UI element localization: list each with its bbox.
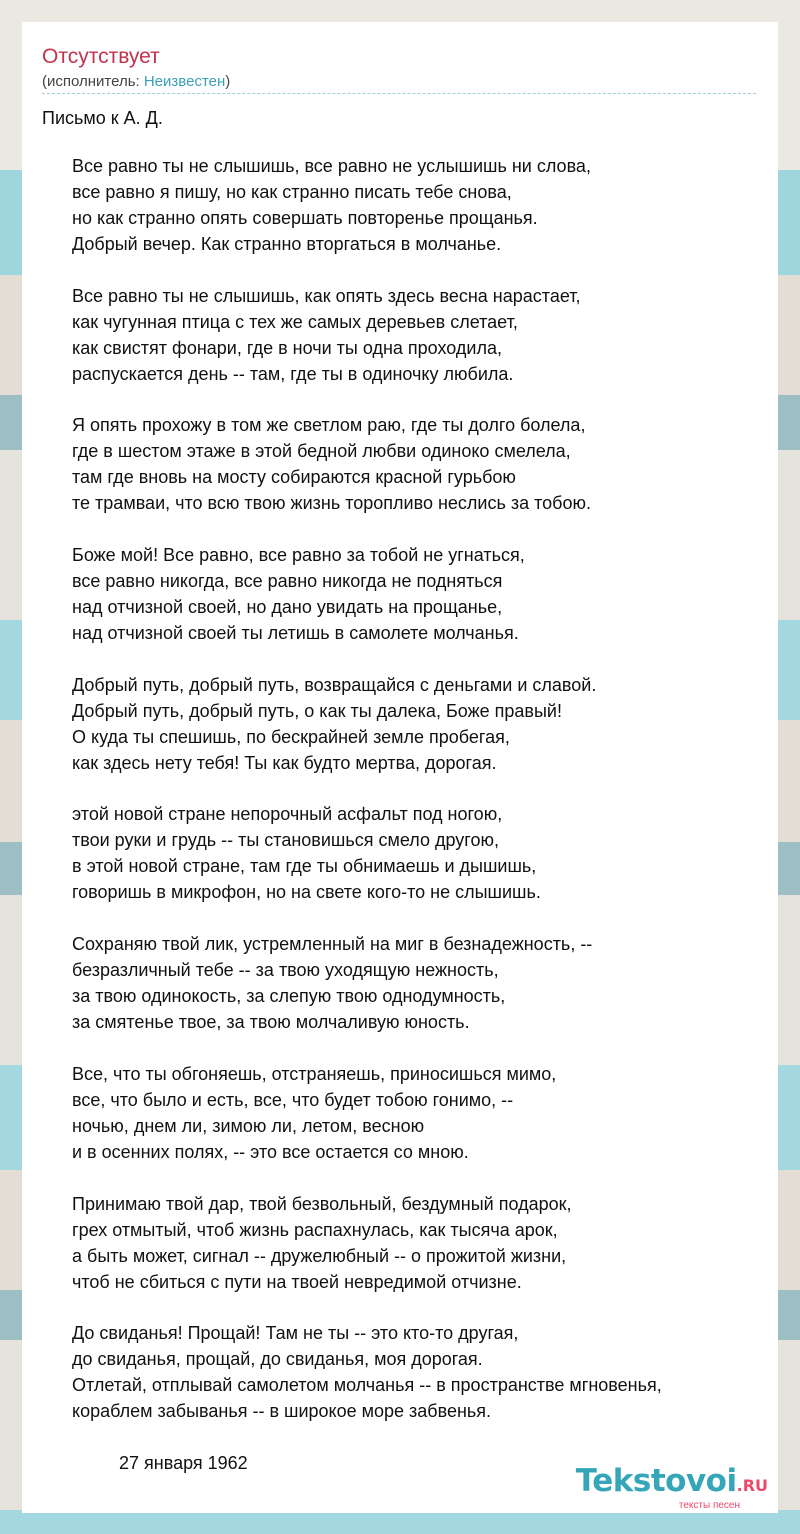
stanza bbox=[72, 801, 772, 905]
poem-line: Все, что ты обгоняешь, отстраняешь, приносишься мимо, bbox=[72, 1063, 557, 1084]
poem-line: как чугунная птица с тех же самых деревьев слетает, bbox=[72, 311, 518, 332]
stanza bbox=[72, 283, 772, 387]
poem-line: Добрый путь, добрый путь, возвращайся с деньгами и славой. bbox=[72, 674, 597, 695]
poem-line: как здесь нету тебя! Ты как будто мертва, дорогая. bbox=[72, 752, 497, 773]
poem-line: до свиданья, прощай, до свиданья, моя дорогая. bbox=[72, 1349, 483, 1370]
poem-line: О куда ты спешишь, по бескрайней земле пробегая, bbox=[72, 726, 510, 747]
poem-line: Сохраняю твой лик, устремленный на миг в безнадежность, -- bbox=[72, 934, 593, 955]
poem-line: Я опять прохожу в том же светлом раю, где ты долго болела, bbox=[72, 415, 586, 436]
poem-line: где в шестом этаже в этой бедной любви одиноко смелела, bbox=[72, 441, 571, 462]
poem-line: Все равно ты не слышишь, все равно не услышишь ни слова, bbox=[72, 156, 591, 176]
poem-line: чтоб не сбиться с пути на твоей невредимой отчизне. bbox=[72, 1271, 522, 1292]
logo-wordmark bbox=[576, 1464, 768, 1503]
poem-body bbox=[72, 153, 772, 1450]
stanza bbox=[72, 1061, 772, 1165]
poem-line: и в осенних полях, -- это все остается со мною. bbox=[72, 1141, 469, 1162]
stanza bbox=[72, 542, 772, 646]
stanza bbox=[72, 1191, 772, 1295]
poem-line: над отчизной своей, но дано увидать на прощанье, bbox=[72, 597, 503, 618]
performer-prefix: (исполнитель: bbox=[42, 73, 144, 90]
poem-line: Боже мой! Все равно, все равно за тобой не угнаться, bbox=[72, 545, 525, 566]
site-logo[interactable] bbox=[576, 1464, 768, 1511]
poem-line: Добрый вечер. Как странно вторгаться в молчанье. bbox=[72, 234, 502, 254]
poem-line: все равно никогда, все равно никогда не подняться bbox=[72, 571, 503, 592]
poem-line: Добрый путь, добрый путь, о как ты далека, Боже правый! bbox=[72, 700, 562, 721]
stanza bbox=[72, 1320, 772, 1424]
stanza bbox=[72, 153, 772, 257]
poem-line: как свистят фонари, где в ночи ты одна проходила, bbox=[72, 337, 502, 358]
poem-line: этой новой стране непорочный асфальт под ногою, bbox=[72, 804, 503, 825]
poem-line: те трамваи, что всю твою жизнь торопливо неслись за тобою. bbox=[72, 493, 591, 514]
poem-line: Все равно ты не слышишь, как опять здесь весна нарастает, bbox=[72, 285, 581, 306]
poem-line: ночью, днем ли, зимою ли, летом, весною bbox=[72, 1115, 425, 1136]
performer-suffix: ) bbox=[225, 73, 231, 90]
stanza bbox=[72, 931, 772, 1035]
poem-line: говоришь в микрофон, но на свете кого-то не слышишь. bbox=[72, 882, 541, 903]
lyrics-card bbox=[22, 22, 778, 1513]
poem-line: над отчизной своей ты летишь в самолете молчанья. bbox=[72, 623, 519, 644]
logo-name: Tekstovoi bbox=[575, 1463, 737, 1499]
poem-line: там где вновь на мосту собираются красной гурьбою bbox=[72, 467, 516, 488]
stanza bbox=[72, 412, 772, 516]
poem-line: за смятенье твое, за твою молчаливую юность. bbox=[72, 1012, 470, 1033]
poem-line: распускается день -- там, где ты в одиночку любила. bbox=[72, 363, 514, 384]
poem-line: все, что было и есть, все, что будет тобою гонимо, -- bbox=[72, 1089, 514, 1110]
logo-subtitle: тексты песен bbox=[678, 1500, 740, 1511]
performer-line bbox=[42, 73, 230, 90]
poem-line: До свиданья! Прощай! Там не ты -- это кто-то другая, bbox=[72, 1323, 519, 1344]
poem-line: Принимаю твой дар, твой безвольный, бездумный подарок, bbox=[72, 1193, 572, 1214]
stanza bbox=[72, 672, 772, 776]
poem-line: кораблем забыванья -- в широкое море забвенья. bbox=[72, 1401, 492, 1422]
poem-line: грех отмытый, чтоб жизнь распахнулась, как тысяча арок, bbox=[72, 1219, 558, 1240]
header-divider bbox=[42, 93, 756, 94]
poem-title: Письмо к А. Д. bbox=[42, 108, 163, 128]
poem-line: а быть может, сигнал -- дружелюбный -- о прожитой жизни, bbox=[72, 1245, 567, 1266]
poem-date: 27 января 1962 bbox=[119, 1453, 248, 1473]
poem-line: Отлетай, отплывай самолетом молчанья -- в пространстве мгновенья, bbox=[72, 1375, 662, 1396]
song-title: Отсутствует bbox=[42, 45, 160, 68]
poem-line: все равно я пишу, но как странно писать тебе снова, bbox=[72, 182, 512, 202]
poem-line: твои руки и грудь -- ты становишься смело другою, bbox=[72, 830, 499, 851]
performer-link[interactable]: Неизвестен bbox=[143, 73, 226, 90]
poem-line: но как странно опять совершать повторенье прощанья. bbox=[72, 208, 538, 228]
poem-line: в этой новой стране, там где ты обнимаешь и дышишь, bbox=[72, 856, 537, 877]
poem-line: за твою одинокость, за слепую твою однодумность, bbox=[72, 986, 506, 1007]
poem-line: безразличный тебе -- за твою уходящую нежность, bbox=[72, 960, 499, 981]
logo-tld: .RU bbox=[736, 1476, 768, 1495]
